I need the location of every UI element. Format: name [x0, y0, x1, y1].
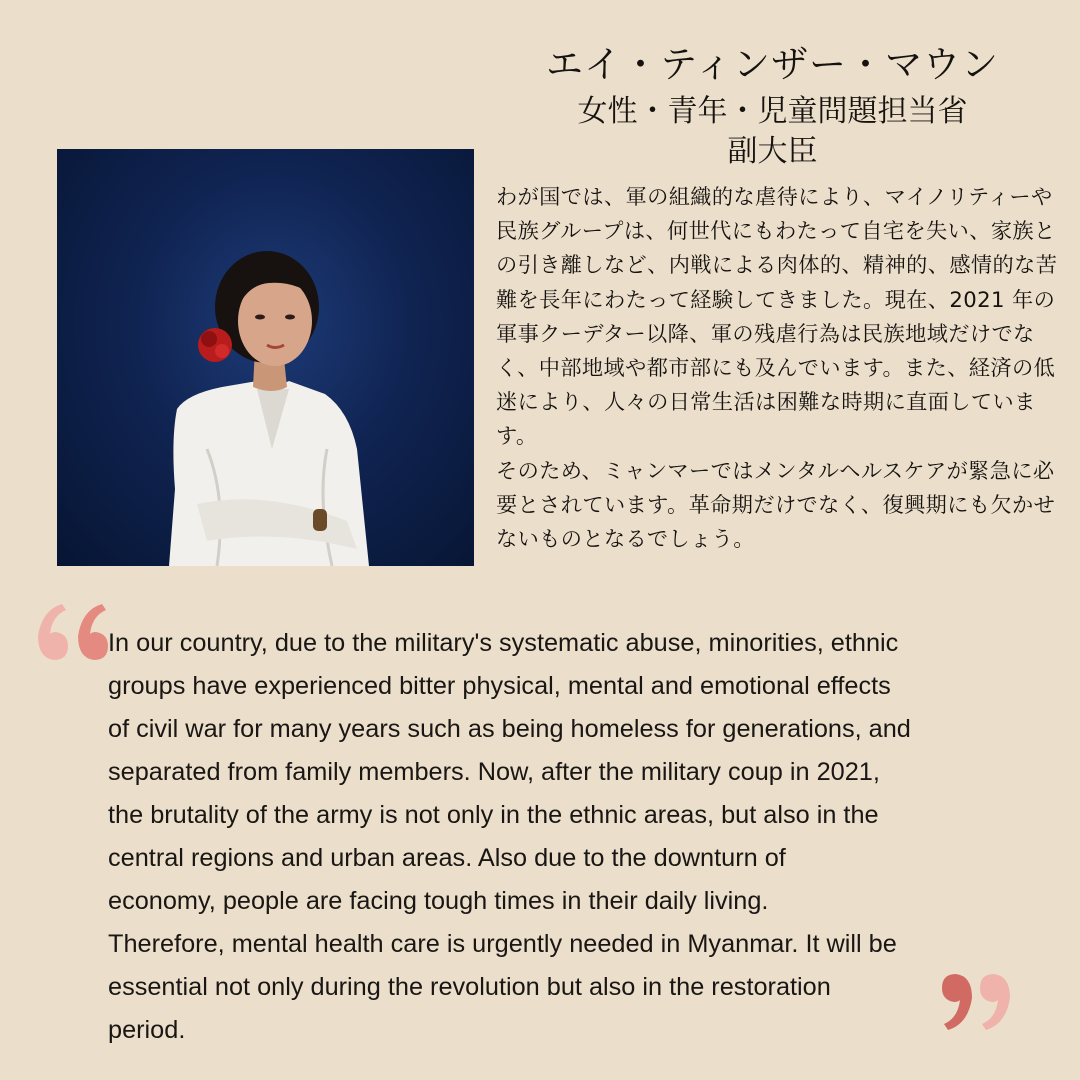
quote-line: of civil war for many years such as being homeless for generations, and: [108, 715, 911, 743]
japanese-paragraph-1: わが国では、軍の組織的な虐待により、マイノリティーや民族グループは、何世代にもわたって自宅を失い、家族との引き離しなど、内戦による肉体的、精神的、感情的な苦難を長年にわたって経験してきました。現在、2021 年の軍事クーデター以降、軍の残虐行為は民族地域だけでなく、中部地域や都市部にも及んでいます。また、経済の低迷により、人々の日常生活は困難な時期に直面しています。: [496, 184, 1058, 449]
open-quote-icon: [32, 596, 110, 672]
quote-line: central regions and urban areas. Also due to the downturn of: [108, 844, 786, 872]
position-title: 副大臣: [727, 134, 818, 169]
quote-line: essential not only during the revolution but also in the restoration: [108, 973, 831, 1001]
close-quote-icon: [940, 968, 1020, 1042]
profile-header: [490, 38, 1055, 172]
quote-line: separated from family members. Now, after the military coup in 2021,: [108, 758, 880, 786]
ministry-title: 女性・青年・児童問題担当省: [577, 94, 968, 129]
japanese-statement: [496, 180, 1064, 556]
quote-line: groups have experienced bitter physical, mental and emotional effects: [108, 672, 891, 700]
english-quote: [108, 622, 1013, 1052]
quote-line: Therefore, mental health care is urgently needed in Myanmar. It will be: [108, 930, 897, 958]
person-name: エイ・ティンザー・マウン: [545, 43, 1000, 86]
quote-line: economy, people are facing tough times in their daily living.: [108, 887, 769, 915]
japanese-paragraph-2: そのため、ミャンマーではメンタルヘルスケアが緊急に必要とされています。革命期だけでなく、復興期にも欠かせないものとなるでしょう。: [496, 457, 1056, 552]
quote-line: period.: [108, 1016, 186, 1044]
quote-line: the brutality of the army is not only in the ethnic areas, but also in the: [108, 801, 879, 829]
portrait-photo: [57, 149, 474, 566]
quote-line: In our country, due to the military's systematic abuse, minorities, ethnic: [108, 629, 899, 657]
